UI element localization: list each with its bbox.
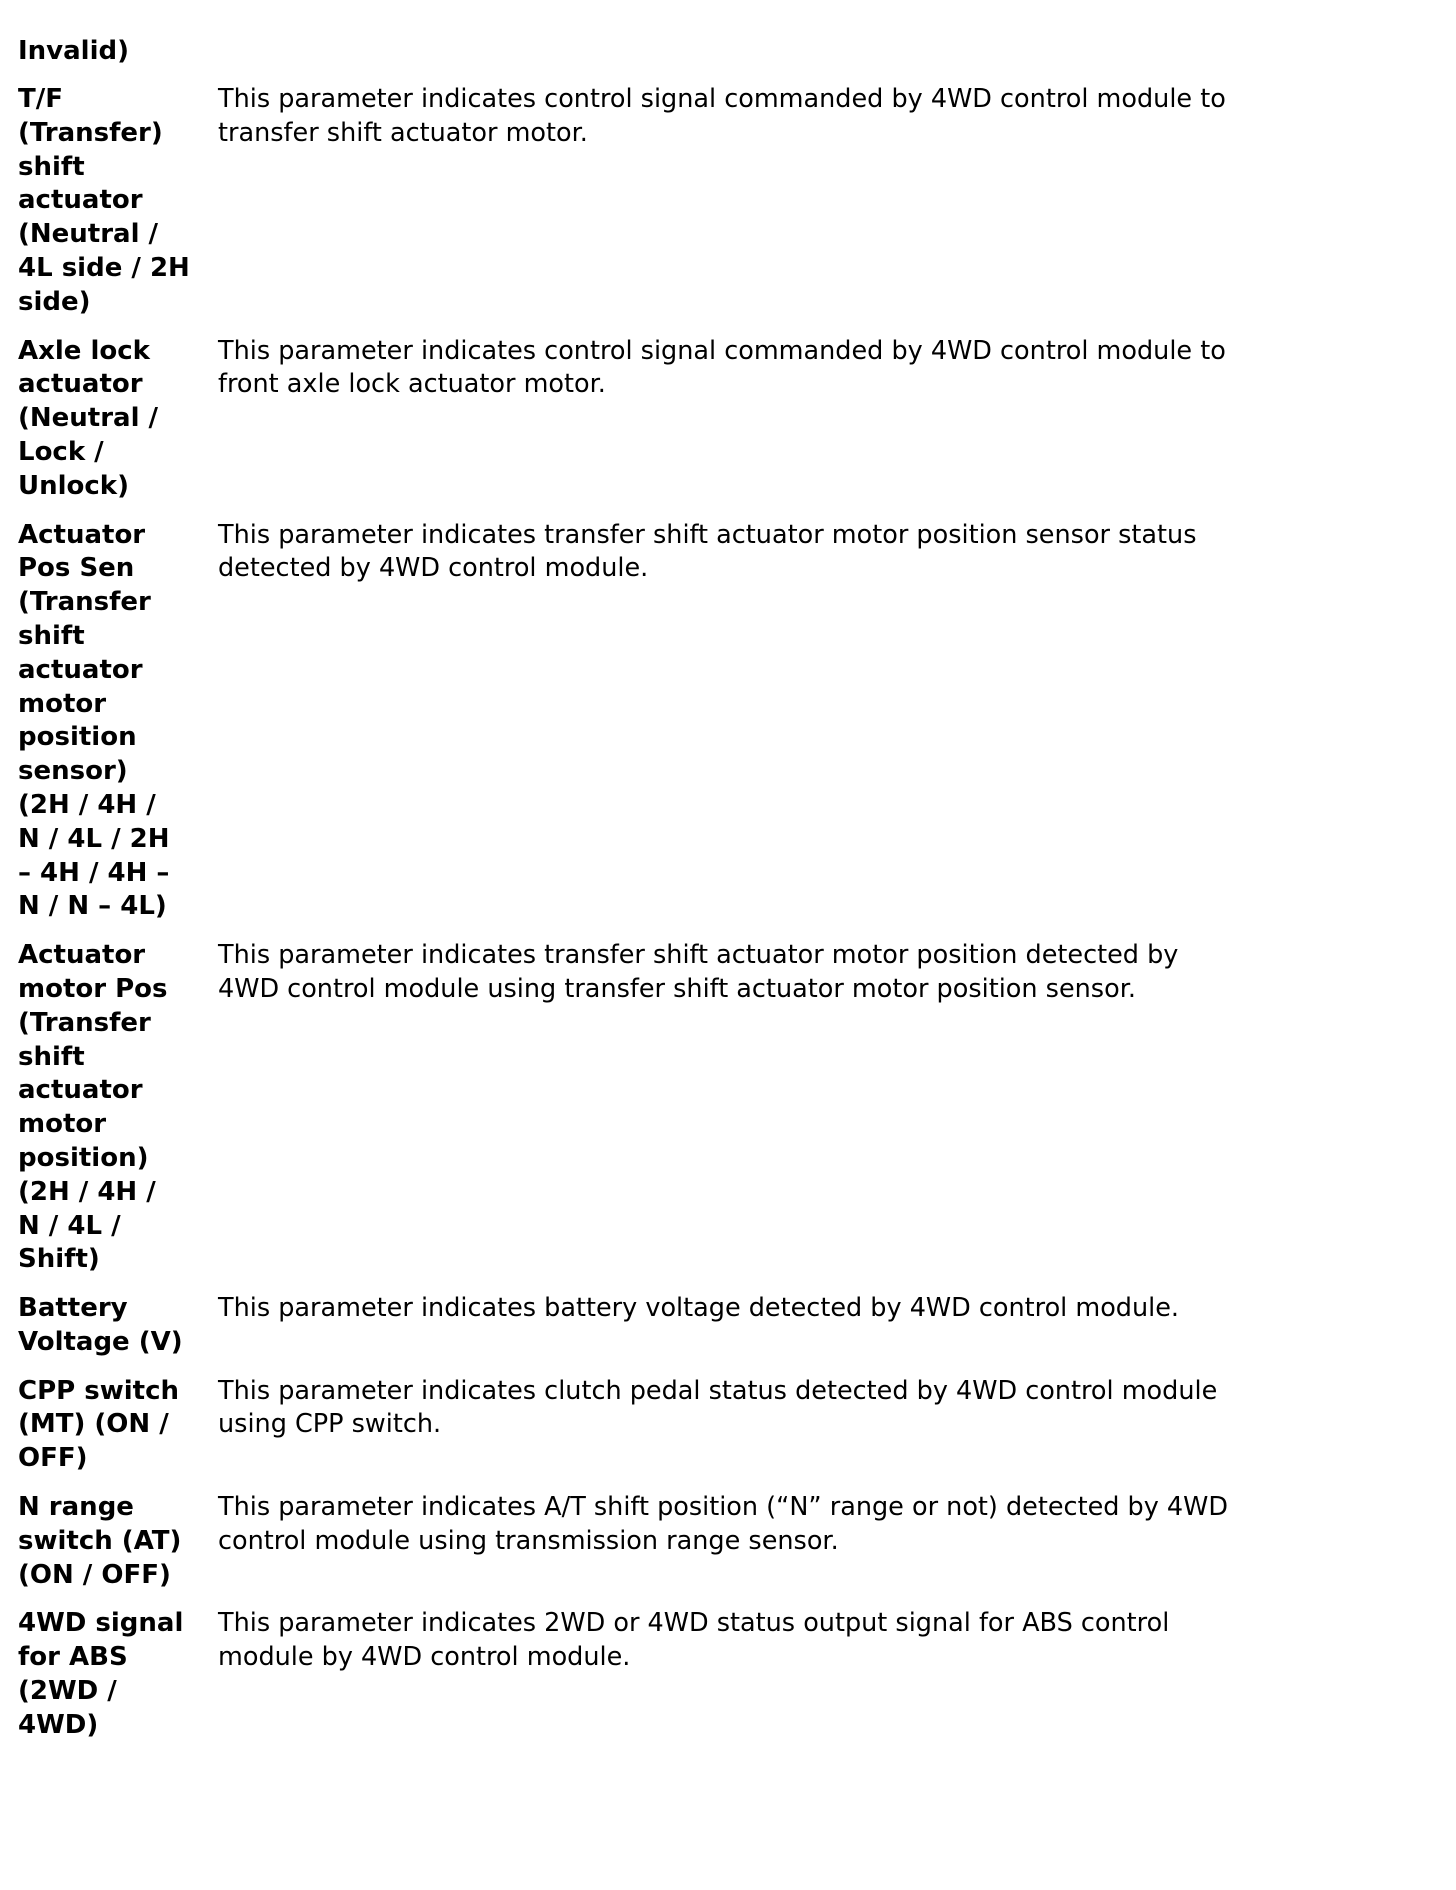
- parameter-name: Axle lock actuator (Neutral / Lock / Unlock): [18, 335, 159, 501]
- parameter-description: This parameter indicates transfer shift actuator motor position detected by 4WD control module using transfer shift actuator motor position sensor.: [218, 940, 1179, 1004]
- table-row: [18, 335, 1348, 504]
- table-row: [18, 1292, 1348, 1360]
- parameter-description: This parameter indicates control signal commanded by 4WD control module to front axle lock actuator motor.: [218, 335, 1226, 400]
- parameter-description: This parameter indicates transfer shift actuator motor position sensor status detected by 4WD control module.: [218, 519, 1197, 584]
- table-row: [18, 1607, 1348, 1742]
- parameter-name: Battery Voltage (V): [18, 1293, 183, 1357]
- parameter-name: 4WD signal for ABS (2WD / 4WD): [18, 1608, 184, 1740]
- parameter-description: This parameter indicates clutch pedal status detected by 4WD control module using CPP switch.: [218, 1375, 1218, 1440]
- table-row: [18, 1375, 1348, 1476]
- parameter-table: [18, 34, 1348, 1758]
- parameter-description: This parameter indicates A/T shift position (“N” range or not) detected by 4WD control module using transmission range sensor.: [218, 1492, 1229, 1556]
- table-row: [18, 1491, 1348, 1592]
- continued-term-text: Invalid): [18, 36, 129, 66]
- parameter-description: This parameter indicates control signal commanded by 4WD control module to transfer shift actuator motor.: [218, 84, 1226, 148]
- parameter-name: T/F (Transfer) shift actuator (Neutral / 4L side / 2H side): [18, 84, 190, 317]
- parameter-name: Actuator Pos Sen (Transfer shift actuator motor position sensor) (2H / 4H / N / 4L / 2H – 4H / 4H – N / N – 4L): [18, 519, 170, 922]
- parameter-name: N range switch (AT) (ON / OFF): [18, 1492, 182, 1590]
- table-row: [18, 83, 1348, 320]
- table-row: [18, 519, 1348, 925]
- parameter-description: This parameter indicates 2WD or 4WD status output signal for ABS control module by 4WD control module.: [218, 1608, 1170, 1673]
- parameter-name: CPP switch (MT) (ON / OFF): [18, 1375, 180, 1474]
- parameter-name: Actuator motor Pos (Transfer shift actuator motor position) (2H / 4H / N / 4L / Shift): [18, 940, 168, 1275]
- table-row: [18, 939, 1348, 1277]
- parameter-description: This parameter indicates battery voltage detected by 4WD control module.: [218, 1293, 1180, 1324]
